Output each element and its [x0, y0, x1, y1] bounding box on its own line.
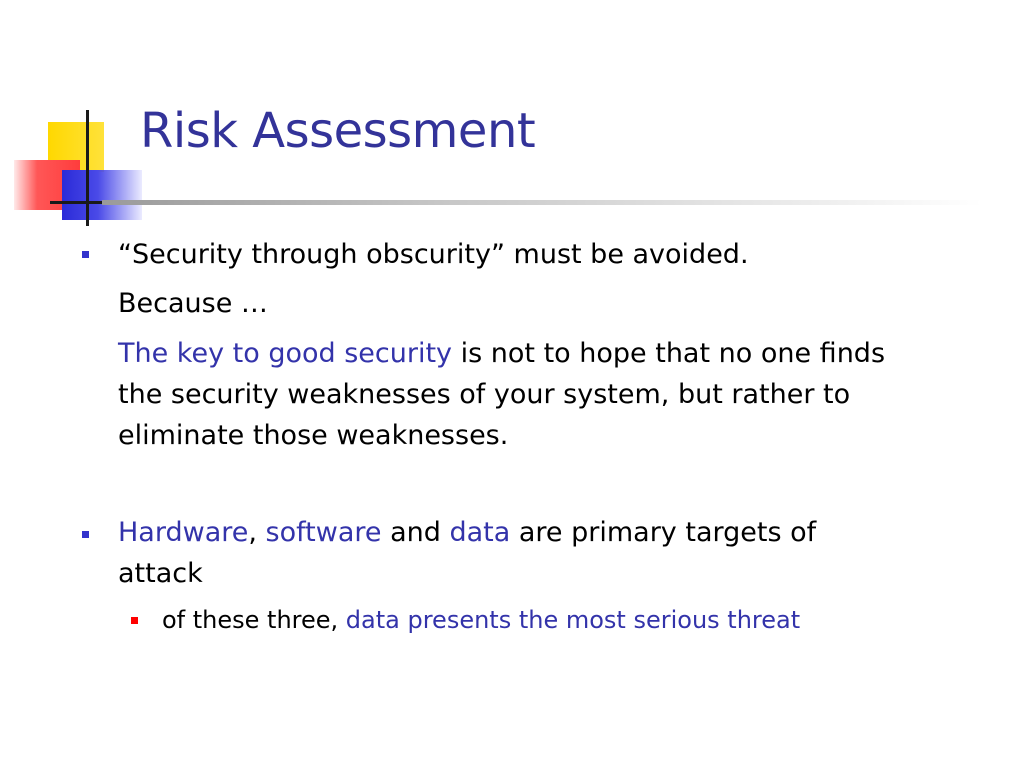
bullet-1-line-2: Because … — [118, 288, 268, 319]
sub-bullet-prefix: of these three, — [162, 606, 346, 634]
bullet-2-square-icon — [82, 531, 89, 538]
bullet-1-line-1: “Security through obscurity” must be avoided. — [118, 239, 749, 270]
bullet-1-para-line-1 — [118, 333, 885, 374]
slide-title: Risk Assessment — [140, 103, 536, 159]
hardware-word: Hardware — [118, 517, 249, 548]
sub-bullet-square-icon — [131, 617, 138, 624]
bullet-2-line-2: attack — [118, 558, 203, 589]
bullet-1-square-icon — [82, 251, 89, 258]
key-phrase-highlight: The key to good security — [118, 338, 453, 369]
logo-vertical-line — [86, 110, 89, 226]
data-word: data — [449, 517, 511, 548]
bullet-1-para-line-2: the security weaknesses of your system, but rather to — [118, 379, 851, 410]
para-line-1-rest: is not to hope that no one finds — [452, 338, 886, 369]
software-word: software — [265, 517, 382, 548]
bullet-2-rest: are primary targets of — [510, 517, 817, 548]
logo-icon — [0, 0, 150, 230]
sep-1: , — [248, 517, 266, 548]
bullet-2-line-1 — [118, 512, 816, 553]
sub-bullet-highlight: data presents the most serious threat — [345, 606, 801, 634]
bullet-1-para-line-3: eliminate those weaknesses. — [118, 420, 509, 451]
and-word: and — [381, 517, 450, 548]
logo-blue-square — [62, 170, 142, 220]
sub-bullet-text — [162, 600, 800, 641]
title-divider — [102, 200, 982, 205]
logo-horizontal-line — [50, 201, 110, 204]
